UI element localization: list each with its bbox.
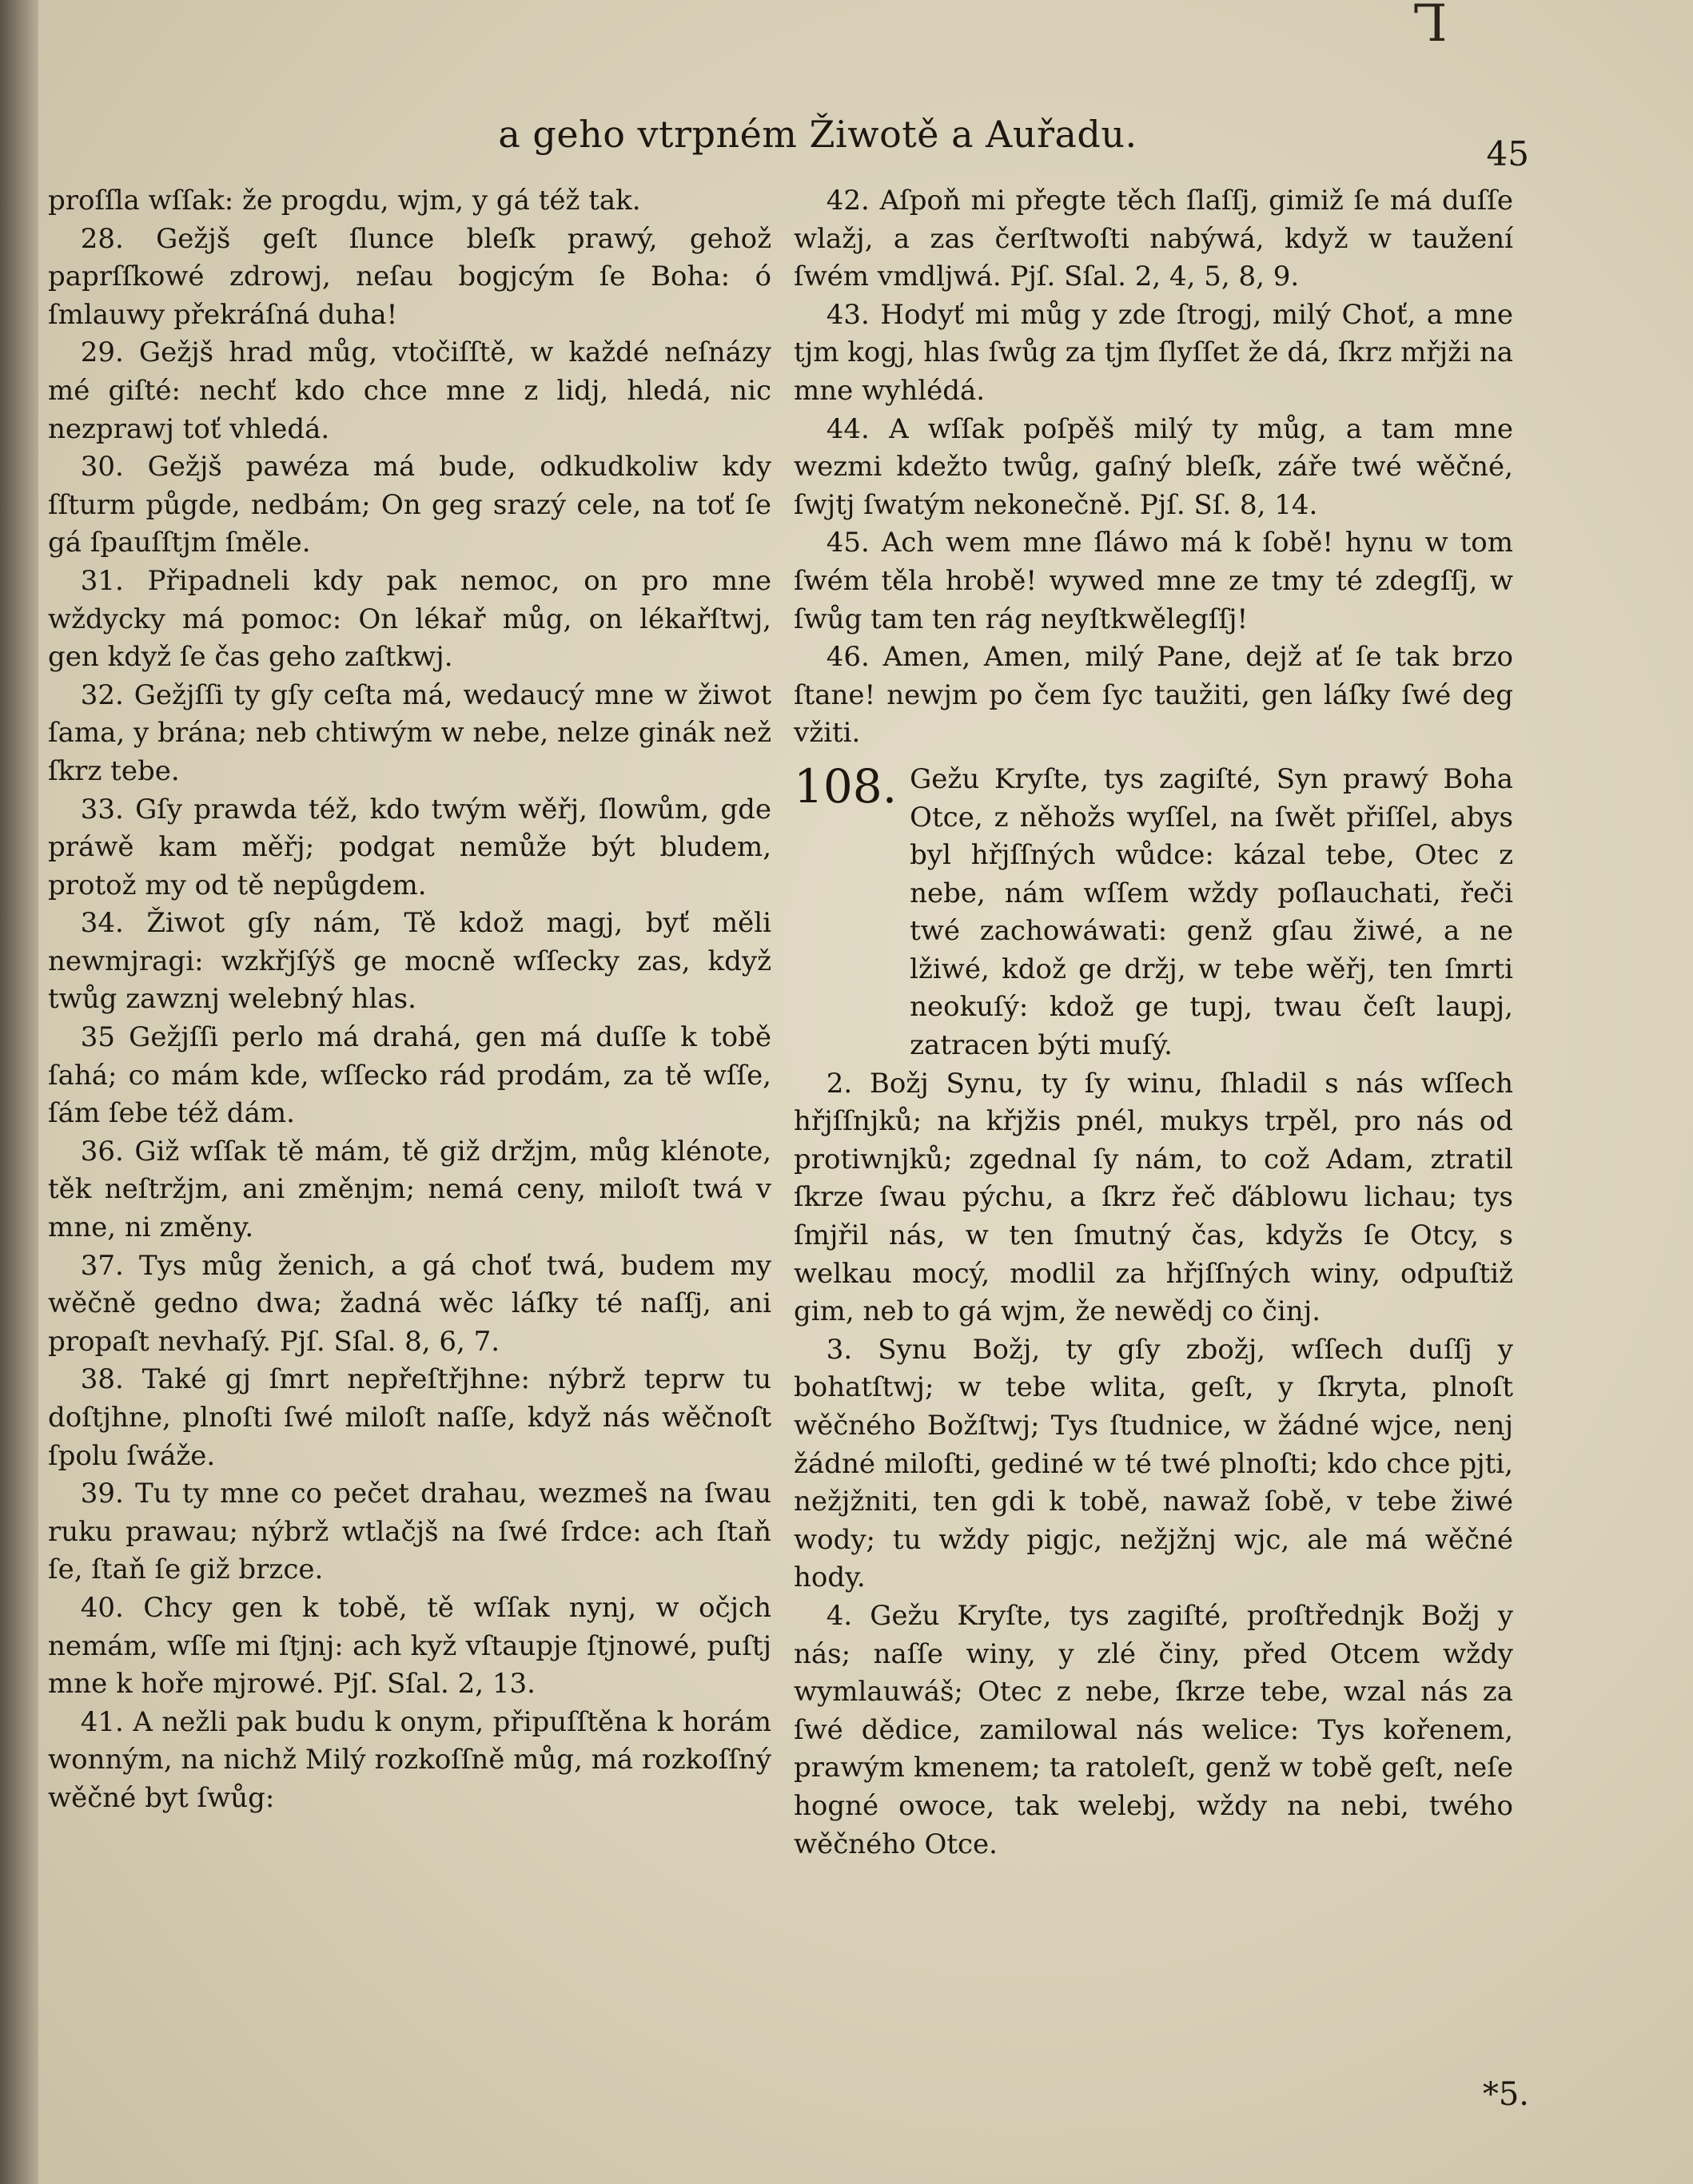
hymn-first-verse: Gežu Kryſte, tys zagiſté, Syn prawý Boha Otce, z něhožs wyſſel, na ſwět přiſſel, abys byl hřjſſných wůdce: kázal tebe, Otec z nebe, nám wſſem wždy poſlauchati, řeči twé zachowáwati: genž gſau žiwé, a ne lžiwé, kdož ge držj, w tebe wěřj, ten ſmrti neokuſý: kdož ge tupj, twau čeſt laupj, zatracen býti muſý. (910, 762, 1513, 1062)
verse-paragraph: 29. Gežjš hrad můg, vtočiſſtě, w každé neſnázy mé giſté: nechť kdo chce mne z lidj, hledá, nic nezprawj toť vhledá. (48, 336, 771, 445)
verse-paragraph: 33. Gſy prawda též, kdo twým wěřj, ſlowům, gde práwě kam měřj; podgat nemůže být bludem, protož my od tě nepůgdem. (48, 793, 771, 901)
hymn-number: 108. (794, 758, 898, 814)
page-number: 45 (1486, 134, 1529, 173)
verse-paragraph: 36. Giž wſſak tě mám, tě giž držjm, můg klénote, těk neſtržjm, ani změnjm; nemá ceny, miloſt twá v mne, ni změny. (48, 1135, 771, 1244)
verse-paragraph: proſſla wſſak: že progdu, wjm, y gá též tak. (48, 185, 641, 217)
verse-paragraph: 45. Ach wem mne ſláwo má k ſobě! hynu w tom ſwém těla hrobě! wywed mne ze tmy té zdegſſj, w ſwůg tam ten rág neyſtkwělegſſj! (794, 527, 1513, 635)
verse-paragraph: 40. Chcy gen k tobě, tě wſſak nynj, w očjch nemám, wſſe mi ſtjnj: ach kyž vſtaupje ſtjnowé, puſtj mne k hoře mjrowé. Pjſ. Sſal. 2, 13. (48, 1591, 771, 1701)
verse-paragraph: 2. Božj Synu, ty ſy winu, ſhladil s nás wſſech hřjſſnjků; na křjžis pnél, mukys trpěl, pro nás od protiwnjků; zgednal ſy nám, to což Adam, ztratil ſkrze ſwau pýchu, a ſkrz řeč ďáblowu lichau; tys ſmjřil nás, w ten ſmutný čas, kdyžs ſe Otcy, s welkau mocý, modlil za hřjſſných winy, odpuſtiž gim, neb to gá wjm, že newědj co činj. (794, 1067, 1513, 1328)
verse-paragraph: 30. Gežjš pawéza má bude, odkudkoliw kdy ſſturm půgde, nedbám; On geg srazý cele, na toť ſe gá ſpauſſtjm ſměle. (48, 451, 771, 559)
verse-paragraph: 37. Tys můg ženich, a gá choť twá, budem my wěčně gedno dwa; žadná wěc láſky té naſſj, ani propaſt nevhaſý. Pjſ. Sſal. 8, 6, 7. (48, 1249, 771, 1358)
verse-paragraph: 35 Gežjſſi perlo má drahá, gen má duſſe k tobě ſahá; co mám kde, wſſecko rád prodám, za tě wſſe, ſám ſebe též dám. (48, 1021, 771, 1130)
verse-paragraph: 41. A nežli pak budu k onym, připuſſtěna k horám wonným, na nichž Milý rozkoſſně můg, má rozkoſſný wěčné byt ſwůg: (48, 1705, 771, 1814)
verse-paragraph: 34. Žiwot gſy nám, Tě kdož magj, byť měli newmjragi: wzkřjſýš ge mocně wſſecky zas, když twůg zawznj welebný hlas. (48, 907, 771, 1016)
verse-paragraph: 28. Gežjš geſt ſlunce bleſk prawý, gehož paprſſkowé zdrowj, neſau bogjcým ſe Boha: ó ſmlauwy překráſná duha! (48, 222, 771, 331)
hymn-108 (794, 758, 1513, 1864)
signature-mark: *5. (1482, 2076, 1529, 2113)
verse-paragraph: 31. Připadneli kdy pak nemoc, on pro mne wždycky má pomoc: On lékař můg, on lékařſtwj, gen když ſe čas geho zaſtkwj. (48, 564, 771, 674)
verse-paragraph: 3. Synu Božj, ty gſy zbožj, wſſech duſſj y bohatſtwj; w tebe wlita, geſt, y ſkryta, plnoſt wěčného Božſtwj; Tys ſtudnice, w žádné wjce, nenj žádné miloſti, gediné w té twé plnoſti; kdo chce pjti, nežjžniti, ten gdi k tobě, nawaž ſobě, v tebe žiwé wody; tu wždy pigjc, nežjžnj wjc, ale má wěčné hody. (794, 1333, 1513, 1594)
left-column (48, 182, 771, 1818)
running-head: a geho vtrpném Žiwotě a Auřadu. (498, 113, 1137, 156)
verse-paragraph: 44. A wſſak poſpěš milý ty můg, a tam mne wezmi kdežto twůg, gaſný bleſk, záře twé wěčné, ſwjtj ſwatým nekonečně. Pjſ. Sſ. 8, 14. (794, 412, 1513, 521)
verse-paragraph: 32. Gežjſſi ty gſy ceſta má, wedaucý mne w žiwot ſama, y brána; neb chtiwým w nebe, nelze ginák než ſkrz tebe. (48, 678, 771, 787)
binding-gutter (0, 0, 38, 2184)
verse-paragraph: 42. Aſpoň mi přegte těch ſlaſſj, gimiž ſe má duſſe wlažj, a zas čerſtwoſti nabýwá, když w taužení ſwém vmdljwá. Pjſ. Sſal. 2, 4, 5, 8, 9. (794, 185, 1513, 293)
verse-paragraph: 43. Hodyť mi můg y zde ſtrogj, milý Choť, a mne tjm kogj, hlas ſwůg za tjm ſlyſſet že dá, ſkrz mřjži na mne wyhlédá. (794, 298, 1513, 407)
right-column (794, 182, 1513, 1864)
verse-paragraph: 38. Také gj ſmrt nepřeſtřjhne: nýbrž teprw tu doſtjhne, plnoſti ſwé miloſt naſſe, když nás wěčnoſt ſpolu ſwáže. (48, 1363, 771, 1472)
corner-mark: Ꞁ (1413, 0, 1448, 54)
verse-paragraph: 46. Amen, Amen, milý Pane, dejž ať ſe tak brzo ſtane! newjm po čem ſyc taužiti, gen láſky ſwé deg vžiti. (794, 641, 1513, 750)
book-page (38, 0, 1693, 2184)
verse-paragraph: 4. Gežu Kryſte, tys zagiſté, proſtřednjk Božj y nás; naſſe winy, y zlé činy, před Otcem wždy wymlauwáš; Otec z nebe, ſkrze tebe, wzal nás za ſwé dědice, zamilowal nás welice: Tys kořenem, prawým kmenem; ta ratoleſt, genž w tobě geſt, neſe hogné owoce, tak welebj, wždy na nebi, twého wěčného Otce. (794, 1599, 1513, 1860)
verse-paragraph: 39. Tu ty mne co pečet drahau, wezmeš na ſwau ruku prawau; nýbrž wtlačjš na ſwé ſrdce: ach ſtaň ſe, ſtaň ſe giž brzce. (48, 1478, 771, 1586)
